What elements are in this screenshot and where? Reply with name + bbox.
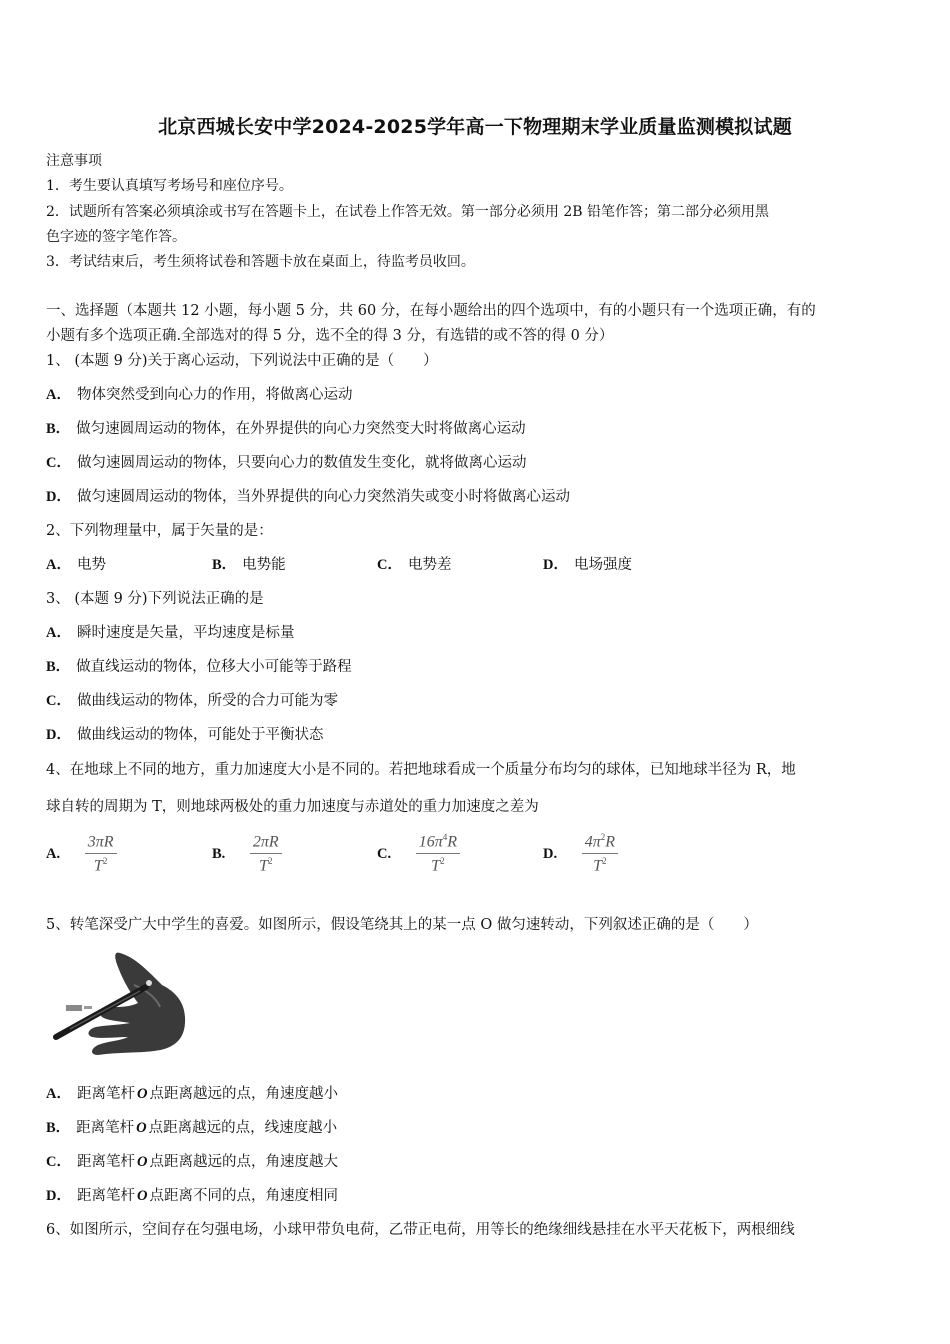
question-6-stem: 6、如图所示，空间存在匀强电场，小球甲带负电荷，乙带正电荷，用等长的绝缘细线悬挂在水平天花板下，两根细线 <box>46 1222 795 1238</box>
formula: $\frac{16\pi^4R}{T^2}$ <box>416 832 460 876</box>
question-3-option-c: C． 做曲线运动的物体，所受的合力可能为零 <box>46 693 338 709</box>
question-1-stem: 1、 (本题 9 分)关于离心运动，下列说法中正确的是（ ） <box>46 353 438 369</box>
question-5-option-a: A． 距离笔杆 O 点距离越远的点，角速度越小 <box>46 1086 338 1102</box>
section-instructions: 一、选择题（本题共 12 小题，每小题 5 分，共 60 分，在每小题给出的四个选项中，有的小题只有一个选项正确，有的 <box>46 303 816 319</box>
question-3-option-d: D． 做曲线运动的物体，可能处于平衡状态 <box>46 727 324 743</box>
question-1-option-b: B． 做匀速圆周运动的物体，在外界提供的向心力突然变大时将做离心运动 <box>46 421 526 437</box>
question-2-option-a: A． 电势 <box>46 557 106 573</box>
hand-spinning-pen-image <box>50 945 190 1060</box>
question-4-stem: 球自转的周期为 T，则地球两极处的重力加速度与赤道处的重力加速度之差为 <box>46 799 539 815</box>
question-2-option-b: B． 电势能 <box>212 557 286 573</box>
question-4-option-a: A. $\frac{3\pi R}{T^2}$ <box>46 832 117 876</box>
formula: $\frac{4\pi^2R}{T^2}$ <box>582 832 618 876</box>
question-5-option-b: B． 距离笔杆 O 点距离越远的点，线速度越小 <box>46 1120 338 1136</box>
notice-item: 2．试题所有答案必须填涂或书写在答题卡上，在试卷上作答无效。第一部分必须用 2B 铅笔作答；第二部分必须用黑 <box>46 204 769 220</box>
question-5-option-d: D． 距离笔杆 O 点距离不同的点，角速度相同 <box>46 1188 338 1204</box>
question-2-option-c: C． 电势差 <box>377 557 452 573</box>
question-4-stem: 4、在地球上不同的地方，重力加速度大小是不同的。若把地球看成一个质量分布均匀的球体，已知地球半径为 R，地 <box>46 762 796 778</box>
section-instructions: 小题有多个选项正确.全部选对的得 5 分，选不全的得 3 分，有选错的或不答的得 0 分） <box>46 328 614 344</box>
question-2-stem: 2、下列物理量中，属于矢量的是： <box>46 523 273 539</box>
notice-item: 1．考生要认真填写考场号和座位序号。 <box>46 178 293 194</box>
question-1-option-c: C． 做匀速圆周运动的物体，只要向心力的数值发生变化，就将做离心运动 <box>46 455 527 471</box>
question-5-option-c: C． 距离笔杆 O 点距离越远的点，角速度越大 <box>46 1154 338 1170</box>
question-4-option-b: B. $\frac{2\pi R}{T^2}$ <box>212 832 282 876</box>
notice-item: 色字迹的签字笔作答。 <box>46 229 186 245</box>
question-3-option-a: A． 瞬时速度是矢量，平均速度是标量 <box>46 625 295 641</box>
formula: $\frac{3\pi R}{T^2}$ <box>85 832 117 876</box>
question-5-stem: 5、转笔深受广大中学生的喜爱。如图所示，假设笔绕其上的某一点 O 做匀速转动，下列叙述正确的是（ ） <box>46 917 758 933</box>
question-3-option-b: B． 做直线运动的物体，位移大小可能等于路程 <box>46 659 352 675</box>
notice-item: 3．考试结束后，考生须将试卷和答题卡放在桌面上，待监考员收回。 <box>46 254 475 270</box>
question-4-option-d: D. $\frac{4\pi^2R}{T^2}$ <box>543 832 618 876</box>
formula: $\frac{2\pi R}{T^2}$ <box>250 832 282 876</box>
page-title: 北京西城长安中学2024-2025学年高一下物理期末学业质量监测模拟试题 <box>158 116 792 138</box>
question-1-option-d: D． 做匀速圆周运动的物体，当外界提供的向心力突然消失或变小时将做离心运动 <box>46 489 570 505</box>
question-3-stem: 3、 (本题 9 分)下列说法正确的是 <box>46 591 264 607</box>
notice-heading: 注意事项 <box>46 153 102 169</box>
question-4-option-c: C. $\frac{16\pi^4R}{T^2}$ <box>377 832 460 876</box>
question-1-option-a: A． 物体突然受到向心力的作用，将做离心运动 <box>46 387 353 403</box>
question-2-option-d: D． 电场强度 <box>543 557 632 573</box>
